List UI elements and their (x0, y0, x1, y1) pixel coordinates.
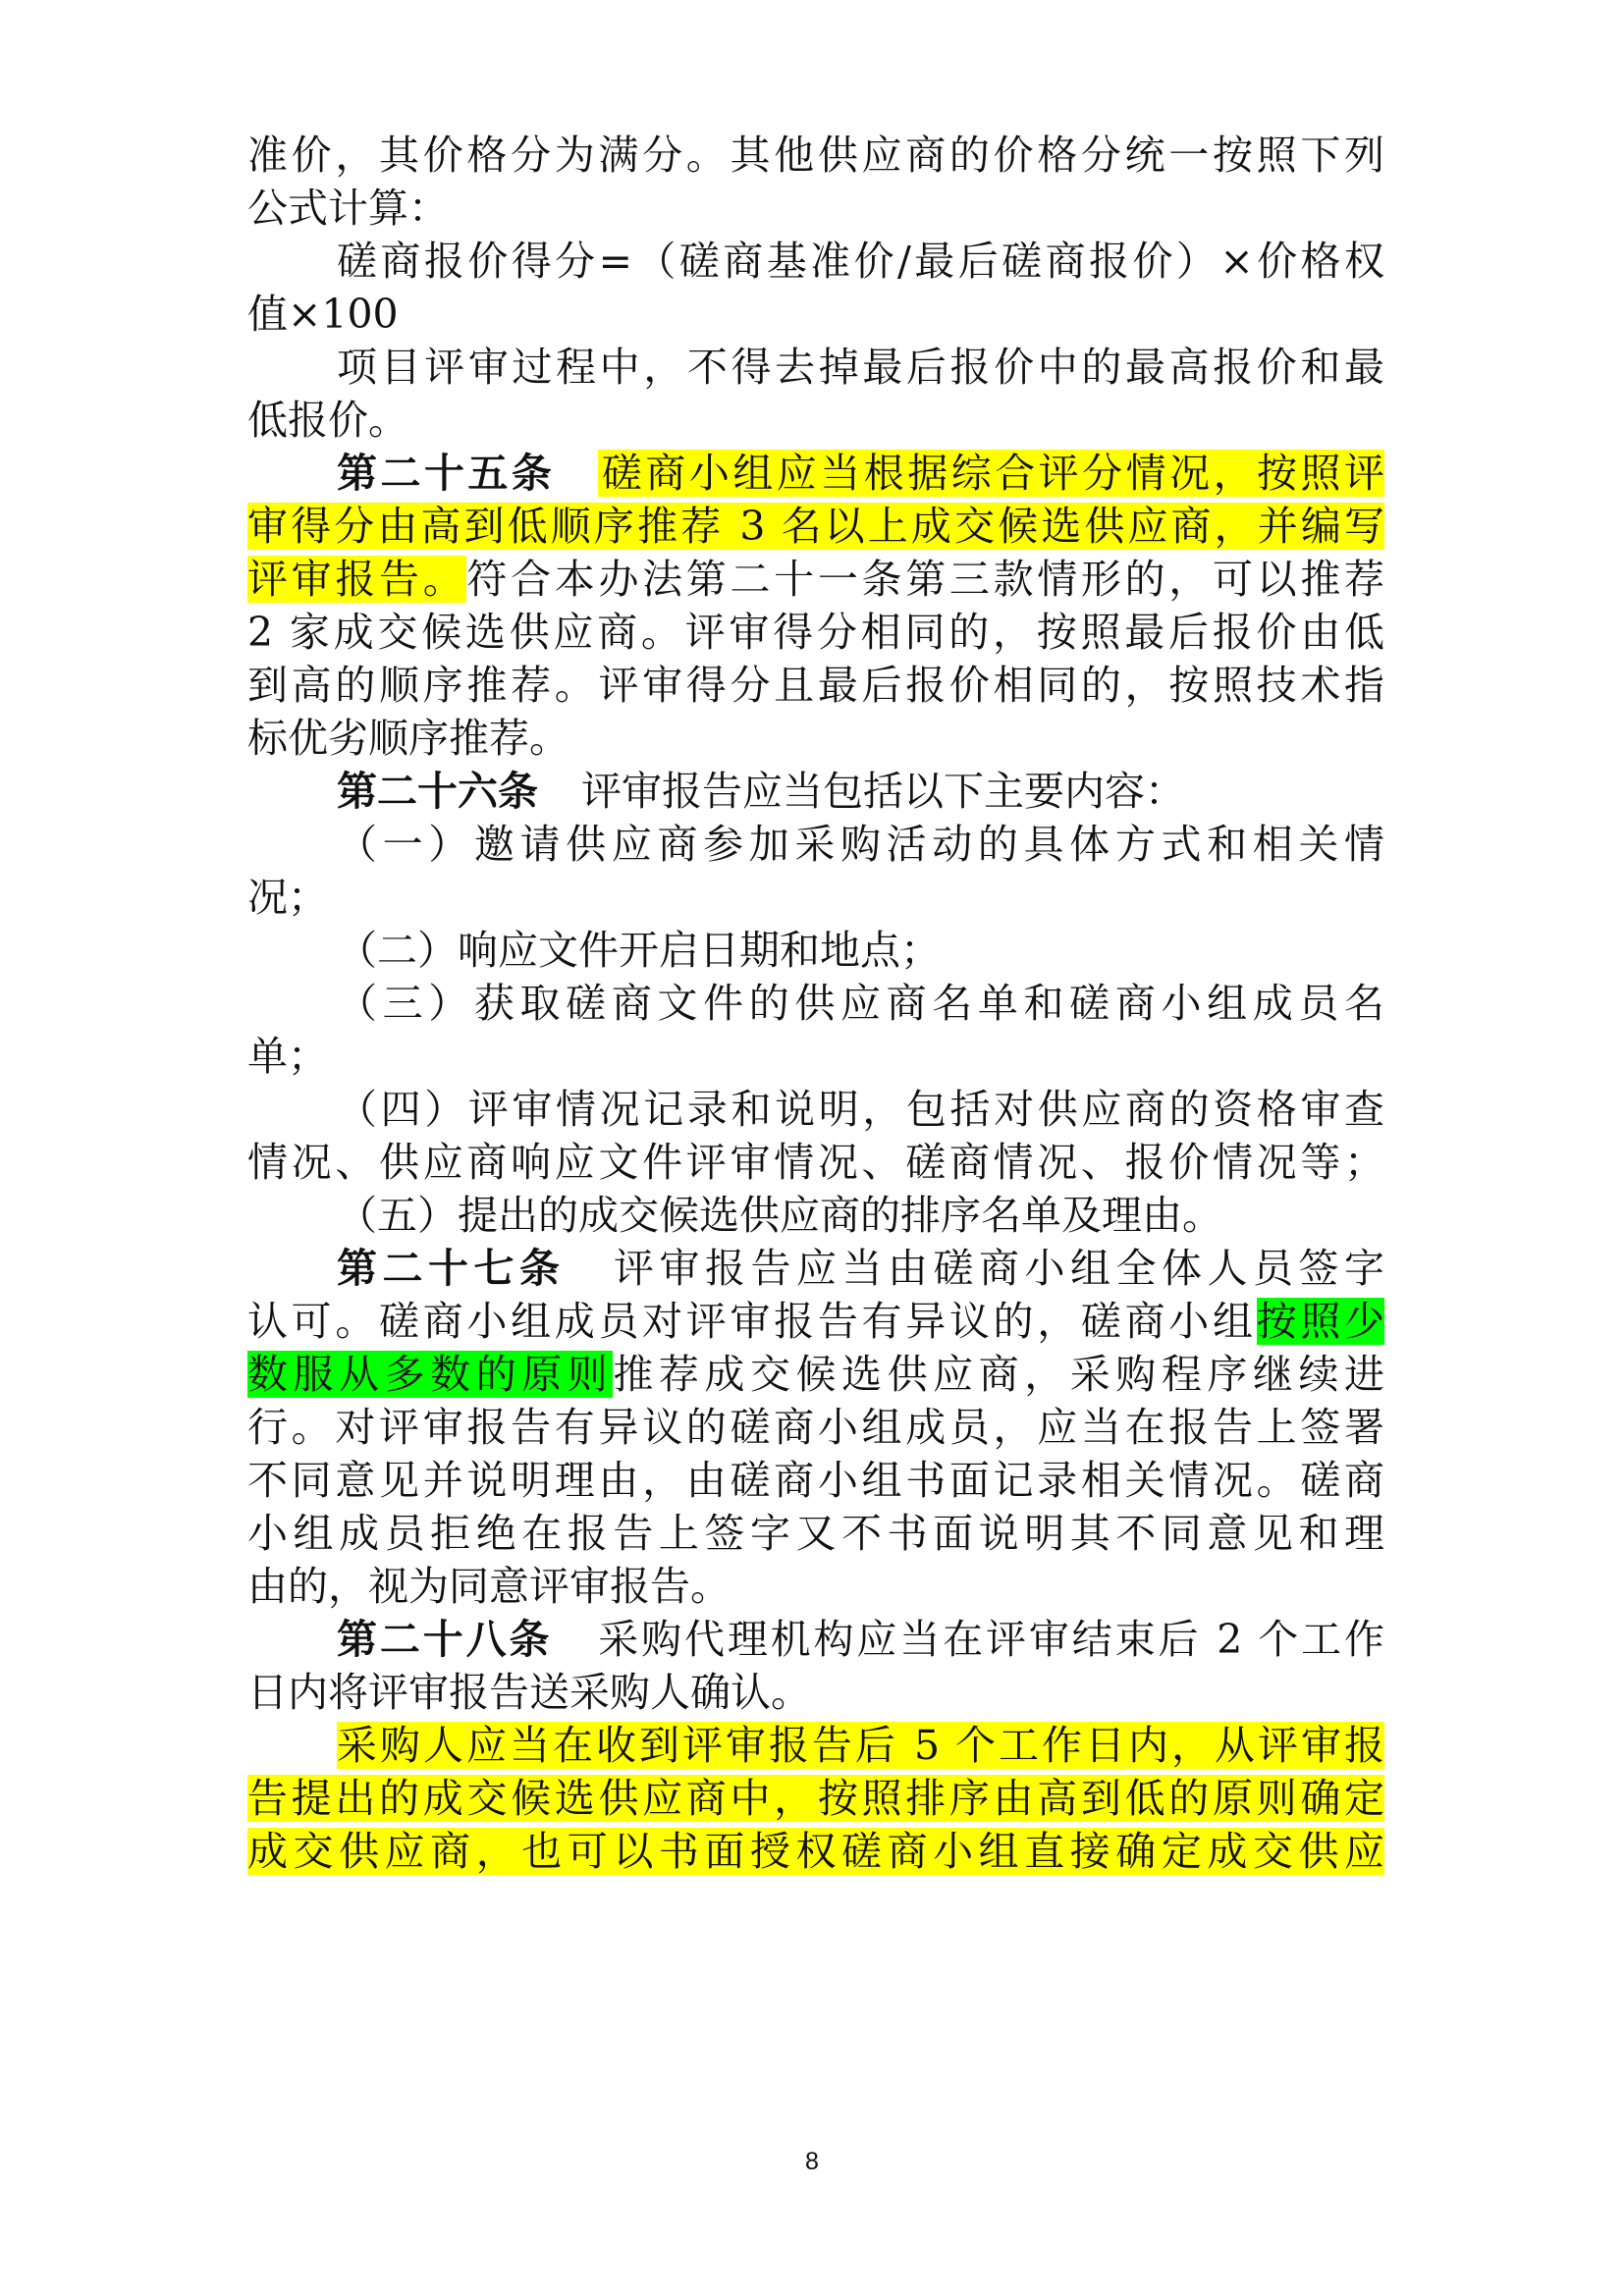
article-25-line: 到高的顺序推荐。评审得分且最后报价相同的，按照技术指 (247, 662, 1384, 709)
article-25-line: 2 家成交候选供应商。评审得分相同的，按照最后报价由低 (247, 609, 1384, 656)
article-28-line: 第二十八条 采购代理机构应当在评审结束后 2 个工作 (337, 1616, 1384, 1663)
article-25-line: 标优劣顺序推荐。 (247, 715, 569, 762)
highlighted-text: 成交供应商，也可以书面授权磋商小组直接确定成交供应 (247, 1828, 1384, 1875)
text-line: 项目评审过程中，不得去掉最后报价中的最高报价和最 (337, 344, 1384, 391)
article-28-line: 日内将评审报告送采购人确认。 (247, 1669, 811, 1716)
text-line: 公式计算： (247, 185, 449, 232)
text-line (337, 1721, 1384, 1770)
list-item: 单； (247, 1033, 328, 1080)
text-line: 低报价。 (247, 397, 408, 444)
article-27-line: 由的，视为同意评审报告。 (247, 1563, 731, 1610)
highlighted-text: 数服从多数的原则 (247, 1351, 614, 1398)
list-item: 况； (247, 874, 328, 921)
list-item: （四）评审情况记录和说明，包括对供应商的资格审查 (337, 1086, 1384, 1133)
text-line (247, 1827, 1384, 1876)
article-27-line: 第二十七条 评审报告应当由磋商小组全体人员签字 (337, 1245, 1384, 1292)
article-heading: 第二十六条 (337, 768, 538, 815)
article-26-line: 第二十六条 评审报告应当包括以下主要内容： (337, 768, 1185, 815)
list-item: 情况、供应商响应文件评审情况、磋商情况、报价情况等； (247, 1139, 1384, 1186)
article-27-line: 认可。磋商小组成员对评审报告有异议的，磋商小组按照少 (247, 1298, 1385, 1345)
article-27-line: 小组成员拒绝在报告上签字又不书面说明其不同意见和理 (247, 1510, 1384, 1557)
highlighted-text: 评审报告。 (247, 556, 467, 603)
article-25-line (247, 502, 1384, 551)
text-line (247, 1774, 1384, 1823)
highlighted-text: 告提出的成交候选供应商中，按照排序由高到低的原则确定 (247, 1775, 1384, 1822)
list-item: （三）获取磋商文件的供应商名单和磋商小组成员名 (337, 980, 1384, 1027)
highlighted-text: 按照少 (1256, 1298, 1385, 1345)
article-heading: 第二十八条 (337, 1616, 553, 1663)
article-25-line: 评审报告。符合本办法第二十一条第三款情形的，可以推荐 (247, 556, 1385, 603)
list-item: （一）邀请供应商参加采购活动的具体方式和相关情 (337, 821, 1384, 868)
page-number: 8 (805, 2148, 819, 2175)
highlighted-text: 磋商小组应当根据综合评分情况，按照评 (598, 450, 1385, 497)
article-27-line: 行。对评审报告有异议的磋商小组成员，应当在报告上签署 (247, 1404, 1384, 1451)
article-27-line: 数服从多数的原则推荐成交候选供应商，采购程序继续进 (247, 1351, 1385, 1398)
list-item: （二）响应文件开启日期和地点； (337, 927, 941, 974)
formula-line: 磋商报价得分=（磋商基准价/最后磋商报价）×价格权 (337, 238, 1384, 285)
article-25-line (337, 449, 1384, 498)
list-item: （五）提出的成交候选供应商的排序名单及理由。 (337, 1192, 1222, 1239)
article-heading: 第二十五条 (337, 450, 556, 497)
highlighted-text: 采购人应当在收到评审报告后 5 个工作日内，从评审报 (337, 1722, 1384, 1769)
article-heading: 第二十七条 (337, 1245, 566, 1292)
article-27-line: 不同意见并说明理由，由磋商小组书面记录相关情况。磋商 (247, 1457, 1384, 1504)
text-line: 准价，其价格分为满分。其他供应商的价格分统一按照下列 (247, 132, 1384, 179)
formula-line: 值×100 (247, 291, 399, 338)
highlighted-text: 审得分由高到低顺序推荐 3 名以上成交候选供应商，并编写 (247, 503, 1384, 550)
